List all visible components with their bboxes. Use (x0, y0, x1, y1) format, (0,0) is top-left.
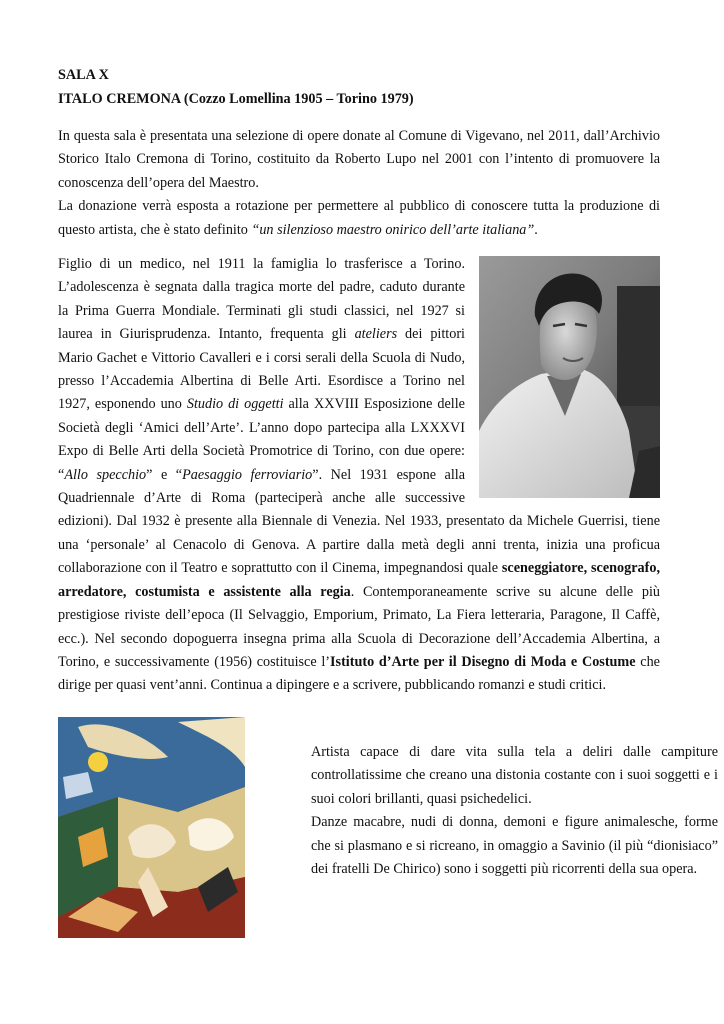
bio-em-allo-specchio: Allo specchio (64, 466, 147, 483)
intro-paragraph-1: In questa sala è presentata una selezione di opere donate al Comune di Vigevano, nel 2011, dall’Archivio Storico Italo Cremona di Torino, costituito da Roberto Lupo nel 2001 con l’intento di promuovere la conoscenza dell’opera del Maestro. (58, 128, 660, 191)
artist-title: ITALO CREMONA (Cozzo Lomellina 1905 – Torino 1979) (58, 91, 414, 107)
art-paragraph-1: Artista capace di dare vita sulla tela a deliri dalle campiture controllatissime che creano una distonia costante con i suoi soggetti e i suoi colori brillanti, quasi psichedelici. (311, 744, 718, 807)
bio-text-4: ” e “ (146, 466, 183, 483)
artist-portrait-photo (479, 256, 660, 498)
bio-institute-bold: Istituto d’Arte per il Disegno di Moda e Costume (330, 653, 636, 670)
room-title: SALA X (58, 67, 109, 83)
artwork-painting-image (58, 717, 245, 938)
intro-paragraph-2 (58, 195, 660, 242)
biography-section (58, 253, 660, 698)
bio-text-1: Figlio di un medico, nel 1911 la famiglia lo trasferisce a Torino. L’adolescenza è segnata dalla tragica morte del padre, caduto durante la Prima Guerra Mondiale. Terminati gli studi classici, nel 1927 si laurea in Giurisprudenza. Intanto, frequenta gli (58, 256, 465, 343)
bio-em-paesaggio: Paesaggio ferroviario (182, 466, 313, 483)
bio-text-2: dei pittori Mario Gachet e Vittorio Cavalleri e i corsi serali della Scuola di Nudo, presso l’Accademia Albertina di Belle Arti. Esordisce a Torino nel 1927, esponendo uno (58, 326, 465, 413)
bio-roles-bold: sceneggiatore, scenografo, arredatore, costumista e assistente alla regia (58, 560, 660, 600)
intro-p2-end: . (534, 221, 538, 238)
bio-em-studio: Studio di oggetti (186, 396, 284, 413)
bio-text-7: che dirige per quasi vent’anni. Continua a dipingere e a scrivere, pubblicando romanzi e studi critici. (58, 653, 660, 694)
intro-p2-quote: “un silenzioso maestro onirico dell’arte italiana” (251, 221, 535, 238)
bio-text-3: alla XXVIII Esposizione delle Società degli ‘Amici dell’Arte’. L’anno dopo partecipa alla LXXXVI Expo di Belle Arti della Società Promotrice di Torino, con due opere: “ (58, 396, 465, 483)
painting-section (58, 717, 718, 938)
art-paragraph-2: Danze macabre, nudi di donna, demoni e figure animalesche, forme che si plasmano e si ricreano, in omaggio a Savinio (il più “dionisiaco” dei fratelli De Chirico) sono i soggetti più ricorrenti della sua opera. (311, 814, 718, 878)
bio-em-ateliers: ateliers (354, 326, 398, 343)
bio-text-5: ”. Nel 1931 espone alla Quadriennale d’Arte di Roma (parteciperà anche alle successive edizioni). Dal 1932 è presente alla Biennale di Venezia. Nel 1933, presentato da Michele Guerrisi, tiene una ‘personale’ al Cenacolo di Genova. A partire dalla metà degli anni trenta, inizia una proficua collaborazione con il Teatro e soprattutto con il Cinema, impegnandosi quale (58, 466, 660, 577)
intro-section (58, 125, 660, 242)
bio-text-6: . Contemporaneamente scrive su alcune delle più prestigiose riviste dell’epoca (Il Selvaggio, Emporium, Primato, La Fiera letteraria, Paragone, Il Caffè, ecc.). Nel secondo dopoguerra insegna prima alla Scuola di Decorazione dell’Accademia Albertina, a Torino, e successivamente (1956) costituisce l’ (58, 583, 660, 670)
intro-p2-text: La donazione verrà esposta a rotazione per permettere al pubblico di conoscere tutta la produzione di questo artista, che è stato definito (58, 198, 660, 238)
artwork-description (311, 741, 718, 881)
